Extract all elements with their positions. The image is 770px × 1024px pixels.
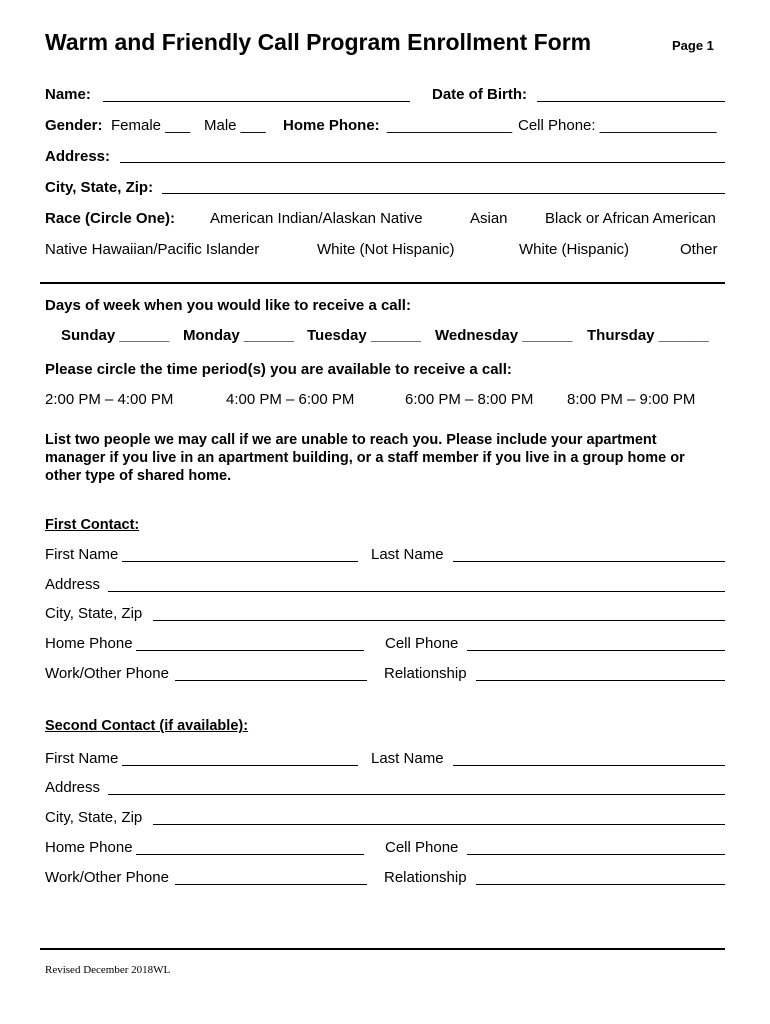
first-contact-cell-phone-field[interactable]	[467, 650, 725, 651]
first-contact-first-name-field[interactable]	[122, 561, 358, 562]
race-option[interactable]: Asian	[470, 210, 508, 227]
day-option[interactable]: Tuesday ______	[307, 327, 421, 344]
first-contact-work-phone-field[interactable]	[175, 680, 367, 681]
home-phone-label: Home Phone	[45, 839, 133, 856]
second-contact-relationship-field[interactable]	[476, 884, 725, 885]
first-contact-home-phone-field[interactable]	[136, 650, 364, 651]
first-name-label: First Name	[45, 546, 119, 563]
cell-phone-label: Cell Phone	[385, 839, 459, 856]
page-number: Page 1	[672, 38, 714, 53]
revision-note: Revised December 2018WL	[45, 964, 171, 976]
cell-phone-label: Cell Phone	[385, 635, 459, 652]
address-label: Address:	[45, 148, 111, 165]
gender-female-option[interactable]: Female ___	[111, 117, 191, 134]
first-contact-last-name-field[interactable]	[453, 561, 725, 562]
address-label: Address	[45, 576, 101, 593]
days-label: Days of week when you would like to receive a call:	[45, 297, 411, 314]
first-contact-relationship-field[interactable]	[476, 680, 725, 681]
work-phone-label: Work/Other Phone	[45, 665, 169, 682]
race-option[interactable]: White (Not Hispanic)	[317, 241, 455, 258]
race-option[interactable]: American Indian/Alaskan Native	[210, 210, 423, 227]
work-phone-label: Work/Other Phone	[45, 869, 169, 886]
second-contact-home-phone-field[interactable]	[136, 854, 364, 855]
first-contact-heading: First Contact:	[45, 517, 140, 533]
time-option[interactable]: 2:00 PM – 4:00 PM	[45, 391, 174, 408]
relationship-label: Relationship	[384, 869, 467, 886]
city-label: City, State, Zip	[45, 605, 143, 622]
last-name-label: Last Name	[371, 546, 444, 563]
time-option[interactable]: 6:00 PM – 8:00 PM	[405, 391, 534, 408]
day-option[interactable]: Monday ______	[183, 327, 294, 344]
section-divider	[40, 282, 725, 284]
instructions-line: List two people we may call if we are unable to reach you. Please include your apartment	[45, 432, 657, 448]
first-contact-address-field[interactable]	[108, 591, 725, 592]
gender-male-option[interactable]: Male ___	[204, 117, 266, 134]
day-option[interactable]: Sunday ______	[61, 327, 170, 344]
day-option[interactable]: Thursday ______	[587, 327, 709, 344]
second-contact-cell-phone-field[interactable]	[467, 854, 725, 855]
second-contact-city-field[interactable]	[153, 824, 725, 825]
day-option[interactable]: Wednesday ______	[435, 327, 573, 344]
instructions-line: other type of shared home.	[45, 468, 232, 484]
second-contact-last-name-field[interactable]	[453, 765, 725, 766]
gender-label: Gender:	[45, 117, 103, 134]
race-option[interactable]: Other	[680, 241, 718, 258]
home-phone-label: Home Phone	[45, 635, 133, 652]
second-contact-work-phone-field[interactable]	[175, 884, 367, 885]
first-name-label: First Name	[45, 750, 119, 767]
race-option[interactable]: Black or African American	[545, 210, 716, 227]
name-field[interactable]	[103, 101, 410, 102]
race-option[interactable]: White (Hispanic)	[519, 241, 630, 258]
footer-divider	[40, 948, 725, 950]
address-label: Address	[45, 779, 101, 796]
time-option[interactable]: 4:00 PM – 6:00 PM	[226, 391, 355, 408]
second-contact-address-field[interactable]	[108, 794, 725, 795]
cell-phone-field[interactable]: Cell Phone: ______________	[518, 117, 717, 134]
city-label: City, State, Zip	[45, 809, 143, 826]
second-contact-first-name-field[interactable]	[122, 765, 358, 766]
dob-label: Date of Birth:	[432, 86, 527, 103]
time-option[interactable]: 8:00 PM – 9:00 PM	[567, 391, 696, 408]
address-field[interactable]	[120, 162, 725, 163]
name-label: Name:	[45, 86, 91, 103]
relationship-label: Relationship	[384, 665, 467, 682]
instructions-line: manager if you live in an apartment building, or a staff member if you live in a group home or	[45, 450, 685, 466]
home-phone-field[interactable]: _______________	[387, 117, 513, 134]
second-contact-heading: Second Contact (if available):	[45, 718, 249, 734]
city-label: City, State, Zip:	[45, 179, 154, 196]
last-name-label: Last Name	[371, 750, 444, 767]
times-label: Please circle the time period(s) you are available to receive a call:	[45, 361, 512, 378]
city-field[interactable]	[162, 193, 725, 194]
home-phone-label: Home Phone:	[283, 117, 380, 134]
first-contact-city-field[interactable]	[153, 620, 725, 621]
dob-field[interactable]	[537, 101, 725, 102]
form-title: Warm and Friendly Call Program Enrollment Form	[45, 29, 592, 55]
race-option[interactable]: Native Hawaiian/Pacific Islander	[45, 241, 260, 258]
race-label: Race (Circle One):	[45, 210, 176, 227]
